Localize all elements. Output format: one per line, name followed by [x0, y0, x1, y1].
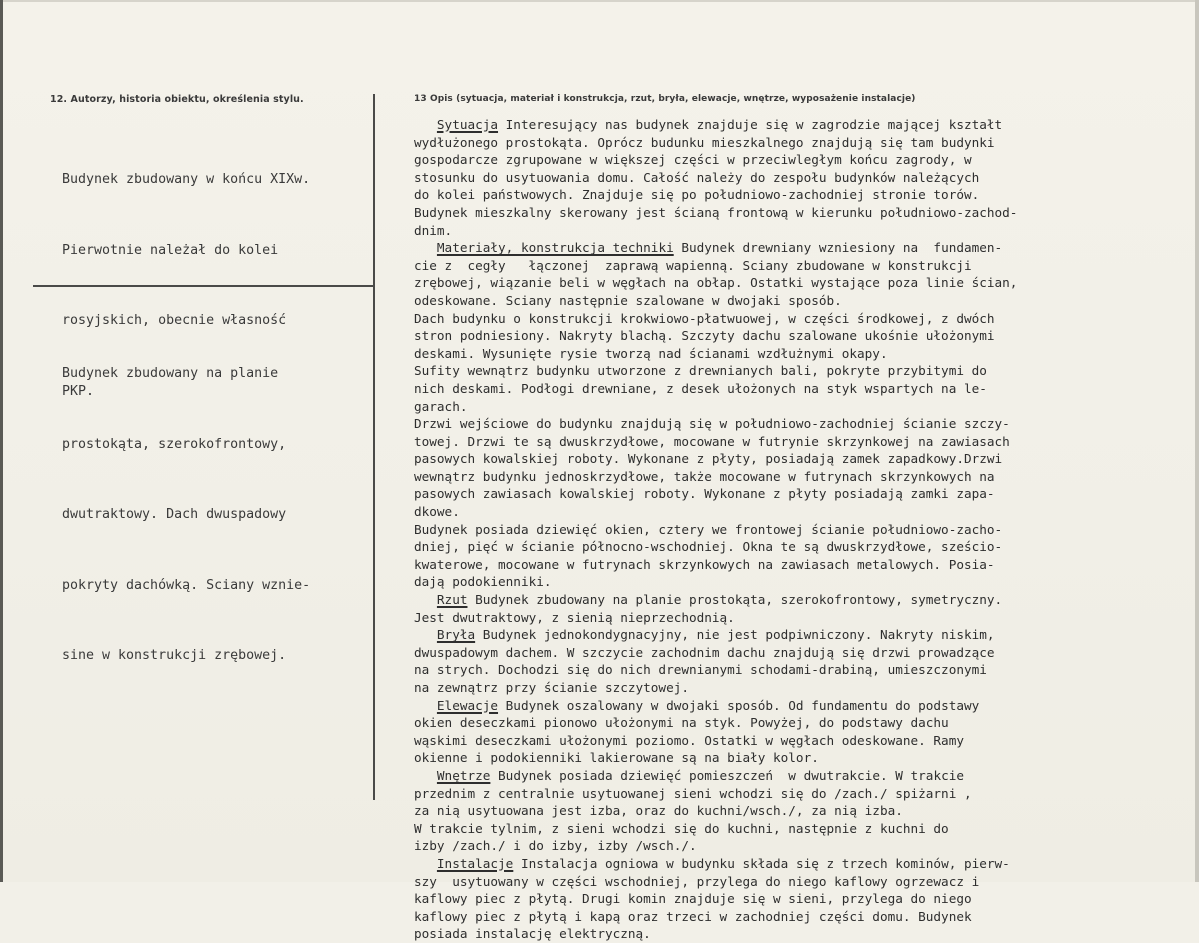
subsection-heading: Instalacje	[436, 855, 514, 871]
line-text: Interesujący nas budynek znajduje się w zagrodzie mającej kształt	[498, 117, 1003, 132]
text-line	[414, 362, 1196, 380]
text-line	[414, 274, 1196, 292]
line-text: na zewnątrz przy ścianie szczytowej.	[414, 680, 689, 695]
line-text: Drzwi wejściowe do budynku znajdują się w południowo-zachodniej ścianie szczy-	[414, 416, 1010, 432]
line-text: Budynek mieszkalny skerowany jest ścianą frontową w kierunku południowo-zachod-	[414, 204, 1018, 220]
line-text: Dach budynku o konstrukcji krokwiowo-płatwuowej, w części środkowej, z dwóch	[414, 310, 995, 326]
line-text: wydłużonego prostokąta. Oprócz budunku mieszkalnego znajdują się tam budynki	[414, 134, 995, 150]
text-line	[414, 837, 1196, 855]
line-text: gospodarcze zgrupowane w większej części w przeciwległym końcu zagrody, w	[414, 152, 972, 168]
text-line	[414, 433, 1196, 451]
text-line	[414, 661, 1196, 679]
line-text: pasowych kowalskiej roboty. Wykonane z płyty, posiadają zamek zapadkowy.Drzwi	[414, 451, 1003, 467]
text-line	[414, 345, 1196, 363]
line-text: dnim.	[414, 222, 453, 238]
line-text: pasowych zawiasach kowalskiej roboty. Wykonane z płyty posiadają zamki zapa-	[414, 486, 995, 502]
text-line	[414, 521, 1196, 539]
subsection-heading: Elewacje	[436, 697, 499, 713]
text-line	[414, 890, 1196, 908]
line-text: szy usytuowany w części wschodniej, przylega do niego kaflowy ogrzewacz i	[414, 873, 980, 889]
description-line: sine w konstrukcji zrębowej.	[62, 648, 287, 663]
subsection-heading: Materiały, konstrukcja techniki	[436, 240, 674, 256]
text-line	[414, 855, 1196, 873]
line-text: Budynek drewniany wzniesiony na fundamen-	[673, 240, 1003, 256]
line-text: dkowe.	[414, 504, 460, 520]
text-line	[414, 732, 1196, 750]
building-description	[414, 116, 1196, 943]
subsection-heading: Wnętrze	[436, 767, 491, 783]
text-line	[414, 591, 1196, 609]
subsection-heading: Bryła	[436, 627, 476, 643]
text-line	[414, 186, 1196, 204]
line-text: okien deseczkami pionowo ułożonymi na styk. Powyżej, do podstawy dachu	[414, 715, 949, 731]
text-line	[414, 697, 1196, 715]
history-line: rosyjskich, obecnie własność	[62, 313, 287, 328]
text-line	[414, 873, 1196, 891]
line-text: na strych. Dochodzi się do nich drewnianymi schodami-drabiną, umieszczonymi	[414, 662, 987, 678]
line-text: stron podniesiony. Nakryty blachą. Szczyty dachu szalowane ukośnie ułożonymi	[414, 328, 995, 344]
line-text: dwuspadowym dachem. W szczycie zachodnim dachu znajdują się drzwi prowadzące	[414, 644, 995, 660]
text-line	[414, 257, 1196, 275]
text-line	[414, 450, 1196, 468]
text-line	[414, 134, 1196, 152]
subsection-heading: Sytuacja	[436, 117, 499, 132]
line-text: garach.	[414, 398, 468, 414]
line-text: Budynek jednokondygnacyjny, nie jest podpiwniczony. Nakryty niskim,	[475, 627, 995, 643]
section-13-heading: 13 Opis (sytuacja, materiał i konstrukcja, rzut, bryła, elewacje, wnętrze, wyposażenie instalacje)	[414, 94, 916, 104]
text-line	[414, 292, 1196, 310]
description-line: prostokąta, szerokofrontowy,	[62, 436, 287, 452]
text-line	[414, 151, 1196, 169]
text-line	[414, 802, 1196, 820]
text-line	[414, 222, 1196, 240]
line-text: Budynek posiada dziewięć okien, cztery we frontowej ścianie południowo-zacho-	[414, 521, 1003, 537]
text-line	[414, 415, 1196, 433]
line-text: towej. Drzwi te są dwuskrzydłowe, mocowane w futrynie skrzynkowej na zawiasach	[414, 433, 1010, 449]
line-text: Budynek oszalowany w dwojaki sposób. Od fundamentu do podstawy	[498, 697, 980, 713]
history-line: Pierwotnie należał do kolei	[62, 242, 279, 258]
line-text: okienne i podokienniki lakierowane są na biały kolor.	[414, 750, 819, 766]
text-line	[414, 626, 1196, 644]
line-text: Budynek zbudowany na planie prostokąta, szerokofrontowy, symetryczny.	[467, 592, 1003, 608]
text-line	[414, 714, 1196, 732]
text-line	[414, 327, 1196, 345]
text-line	[414, 503, 1196, 521]
text-line	[414, 556, 1196, 574]
text-line	[414, 749, 1196, 767]
text-line	[414, 925, 1196, 943]
line-text: zrębowej, wiązanie beli w węgłach na obłap. Ostatki wystające poza linie ścian,	[414, 275, 1018, 291]
section-12-heading: 12. Autorzy, historia obiektu, określenia stylu.	[50, 94, 304, 105]
line-text: izby /zach./ i do izby, izby /wsch./.	[414, 838, 697, 854]
page-edge-left	[0, 0, 3, 882]
line-text: nich deskami. Podłogi drewniane, z desek ułożonych na styk wspartych na le-	[414, 380, 987, 396]
line-text: dają podokienniki.	[414, 574, 552, 590]
text-line	[414, 380, 1196, 398]
text-line	[414, 468, 1196, 486]
text-line	[414, 644, 1196, 662]
line-text: Instalacja ogniowa w budynku składa się z trzech kominów, pierw-	[513, 855, 1010, 871]
text-line	[414, 169, 1196, 187]
text-line	[414, 239, 1196, 257]
description-line: pokryty dachówką. Sciany wznie-	[62, 577, 311, 593]
style-description-text	[62, 315, 310, 715]
line-text: cie z cegły łączonej zaprawą wapienną. Sciany zbudowane w konstrukcji	[414, 257, 972, 273]
text-line	[414, 820, 1196, 838]
text-line	[414, 767, 1196, 785]
line-text: Budynek posiada dziewięć pomieszczeń w dwutrakcie. W trakcie	[490, 767, 964, 783]
text-line	[414, 485, 1196, 503]
line-text: stosunku do usytuowania domu. Całość należy do zespołu budynków należących	[414, 169, 980, 185]
line-text: Jest dwutraktowy, z sienią nieprzechodnią.	[414, 609, 735, 625]
line-text: dniej, pięć w ścianie północno-wschodniej. Okna te są dwuskrzydłowe, sześcio-	[414, 539, 1003, 555]
text-line	[414, 116, 1196, 134]
subsection-heading: Rzut	[436, 592, 468, 608]
text-line	[414, 398, 1196, 416]
line-text: za nią usytuowana jest izba, oraz do kuchni/wsch./, za nią izba.	[414, 803, 903, 819]
history-line: Budynek zbudowany w końcu XIXw.	[62, 172, 311, 187]
line-text: kwaterowe, mocowane w futrynach skrzynkowych na zawiasach metalowych. Posia-	[414, 556, 995, 572]
text-line	[414, 204, 1196, 222]
text-line	[414, 573, 1196, 591]
line-text: posiada instalację elektryczną.	[414, 926, 651, 942]
line-text: deskami. Wysunięte rysie tworzą nad ścianami wzdłużnymi okapy.	[414, 345, 888, 361]
text-line	[414, 679, 1196, 697]
column-divider	[373, 94, 375, 800]
text-line	[414, 908, 1196, 926]
description-line: dwutraktowy. Dach dwuspadowy	[62, 507, 287, 522]
line-text: odeskowane. Sciany następnie szalowane w dwojaki sposób.	[414, 292, 842, 308]
text-line	[414, 785, 1196, 803]
line-text: wewnątrz budynku jednoskrzydłowe, także mocowane w futrynach skrzynkowych na	[414, 468, 995, 484]
history-line: PKP.	[62, 383, 95, 399]
description-line: Budynek zbudowany na planie	[62, 366, 279, 381]
line-text: do kolei państwowych. Znajduje się po południowo-zachodniej stronie torów.	[414, 187, 980, 203]
line-text: kaflowy piec z płytą i kapą oraz trzeci w zachodniej części domu. Budynek	[414, 908, 972, 924]
line-text: Sufity wewnątrz budynku utworzone z drewnianych bali, pokryte przybitymi do	[414, 363, 987, 379]
page-edge-top	[0, 0, 1199, 2]
line-text: kaflowy piec z płytą. Drugi komin znajduje się w sieni, przylega do niego	[414, 891, 972, 907]
text-line	[414, 538, 1196, 556]
line-text: W trakcie tylnim, z sieni wchodzi się do kuchni, następnie z kuchni do	[414, 820, 949, 836]
line-text: wąskimi deseczkami ułożonymi poziomo. Ostatki w węgłach odeskowane. Ramy	[414, 732, 964, 748]
line-text: przednim z centralnie usytuowanej sieni wchodzi się do /zach./ spiżarni ,	[414, 785, 972, 801]
text-line	[414, 609, 1196, 627]
text-line	[414, 310, 1196, 328]
